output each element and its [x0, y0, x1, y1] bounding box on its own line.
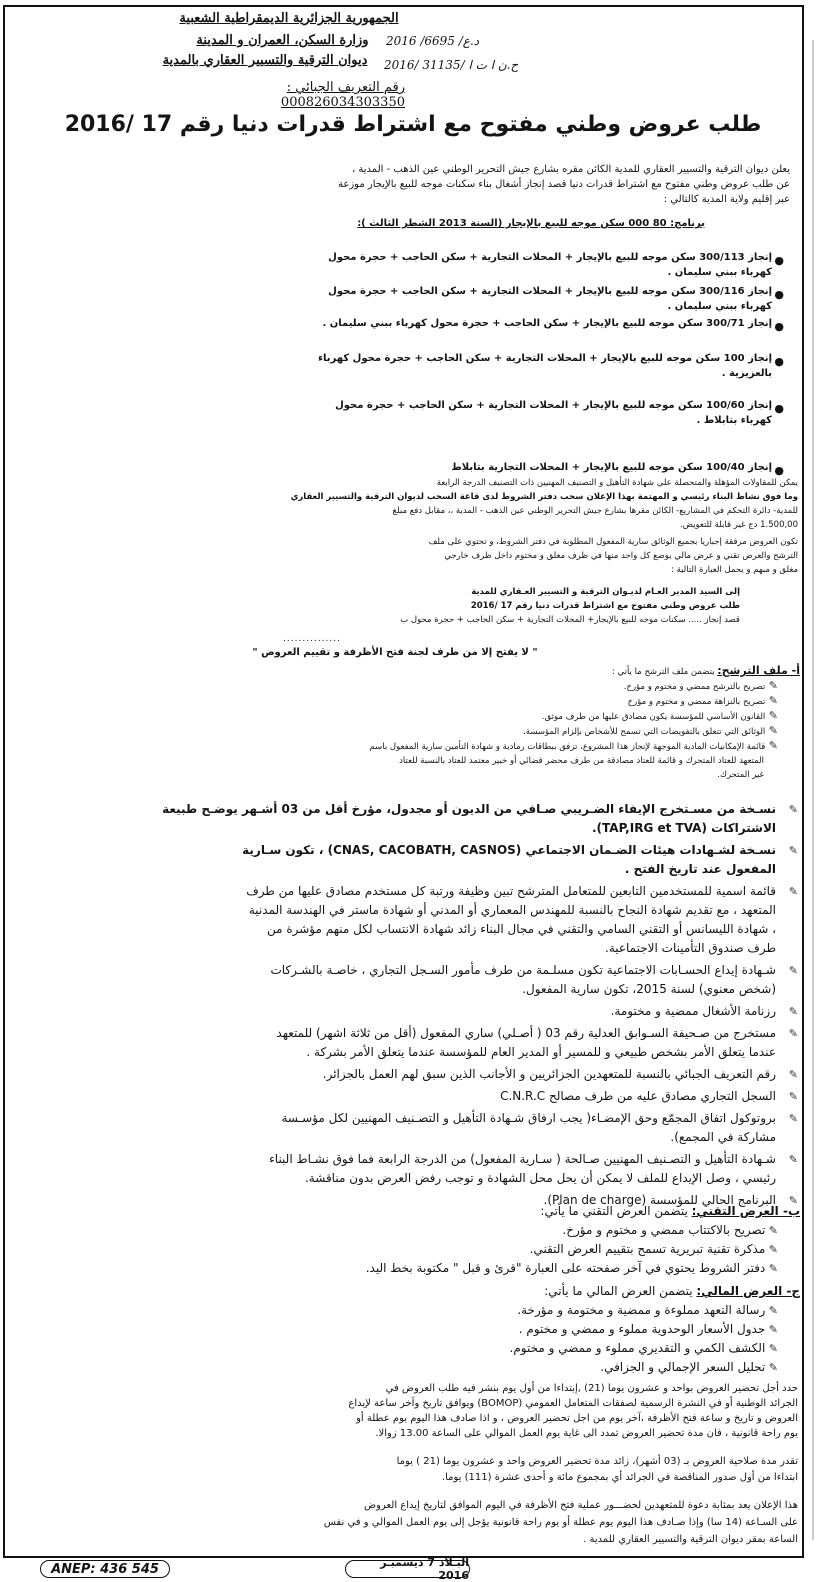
section-c-heading: ج- العرض المالي:: [696, 1284, 800, 1298]
project-item: ● إنجاز 100/40 سكن موجه للبيع بالإيجار + المحلات التجارية بتابلاط: [451, 462, 784, 477]
checkmark-icon: ✎: [788, 1112, 798, 1125]
checkmark-icon: ✎: [788, 1027, 798, 1040]
deadline-paragraph: حدد أجل تحضير العروض بواحد و عشرون يوما (21) ,إبتداءا من أول يوم بنشر فيه طلب العروض في الجرائد الوطنية أو في النشرة الرسمية لصفقات المتعامل العمومي (BOMOP) ويوافق تاريخ وآخر ساعة لإيداع العروض و تاريخ و ساعة فتح الأظرفة ،آخر يوم من اجل تحضير العروض ، و اذا صادف هذا اليوم يوم عطلة أو يوم راحة قانونية ، فان مدة تحضير العروض تمدد الى غاية يوم العمل الموالي على الساعة 13.00 زوالا.: [348, 1383, 798, 1439]
checkmark-icon: ✎: [788, 1005, 798, 1018]
project-item: ● إنجاز 300/116 سكن موجه للبيع بالإيجار + المحلات التجارية + سكن الحاجب + حجرة محول كهرباء ببني سليمان .: [328, 286, 784, 312]
project-item: ● إنجاز 300/113 سكن موجه للبيع بالإيجار + المحلات التجارية + سكن الحاجب + حجرة محول كهرباء ببني سليمان .: [328, 252, 784, 278]
checkmark-icon: ✎: [788, 1194, 798, 1207]
bullet-icon: ●: [774, 320, 784, 333]
checkmark-icon: ✎: [788, 964, 798, 977]
list-item: ✎ رقم التعريف الجبائي بالنسبة للمتعهدين الجزائريين و الأجانب الذين سبق لهم العمل بالجزائر.: [26, 1065, 798, 1084]
list-item: ✎ القانون الأساسي للمؤسسة يكون مصادق عليها من طرف موثق.: [541, 709, 778, 722]
list-item: ✎ الوثائق التي تتعلق بالتفويضات التي تسمح للأشخاص بإلزام المؤسسة.: [523, 724, 778, 737]
list-item: ✎ شـهادة التأهيل و التصـنيف المهنيين صـالحة ( سـارية المفعول) من الدرجة الرابعة فما فوق نشـاط البناء رئيسي ، وصل الإيداع للملف لا يمكن أن يحل محل الشهادة و توجب رفض العرض بدون مناقشة.: [269, 1152, 798, 1185]
invitation-paragraph: هذا الإعلان يعد بمثابة دعوة للمتعهدين لحضـــور عملية فتح الأظرفة في اليوم الموافق لتاريخ إيداع العروض على السـاعة (14 سا) وإذا صـادف هذا اليوم يوم عطلة أو يوم راحة قانونية يؤجل إلى يوم العمل الموالي و في نفس الساعة بمقر ديوان الترقية والتسيير العقاري للمدية .: [323, 1500, 798, 1545]
list-item: ✎ البرنامج الحالي للمؤسسة (Plan de charge).: [26, 1191, 798, 1210]
checkmark-icon: ✎: [765, 739, 778, 752]
not-open-notice: " لا يفتح إلا من طرف لجنة فتح الأظرفة و تقييم العروض ": [252, 647, 538, 658]
eligibility-paragraph: يمكن للمقاولات المؤهلة والمتحصلة على شهادة التأهيل و التصنيف المهنيين ذات التصنيف الدرجة الرابعة وما فوق نشاط البناء رئيسي و المهتمة بهذا الإعلان سحب دفتر الشروط لدى قاعة السحب لديوان الترقية والتسيير العقاري للمدية- دائرة التحكم في المشاريع- الكائن مقرها بشارع جيش التحرير الوطني عين الذهب - المدية ،، مقابل دفع مبلغ 1.500,00 دج غير قابلة للتعويض.: [290, 478, 798, 530]
page-title: طلب عروض وطني مفتوح مع اشتراط قدرات دنيا رقم 17 /2016: [64, 112, 762, 137]
handwritten-ref-1: 2016 /د.ع/ 6695: [386, 34, 480, 48]
list-item: ✎ شـهادة إيداع الحسـابات الاجتماعية تكون مسلـمة من طرف مأمور السـجل التجاري ، خاصـة بالشـركات (شخص معنوي) لسنة 2015، تكون سارية المفعول.: [270, 963, 798, 996]
header-ministry: وزارة السكن، العمران و المدينة: [196, 33, 369, 48]
checkmark-icon: ✎: [788, 1090, 798, 1103]
list-item: ✎ جدول الأسعار الوحدوية مملوء و ممضي و مختوم .: [518, 1322, 778, 1336]
list-item: ✎ قائمة اسمية للمستخدمين التابعين للمتعامل المترشح تبين وظيفة ورتبة كل مستخدم مصادق عليها من طرف المتعهد ، مع تقديم شهادة النجاح بالنسبة للمهندس المعماري أو المدني أو شهادة ماستر في الهندسة المدنية ، شهادة الليسانس أو التقني السامي والتقني في مجال البناء زائد شهادة الانتساب لكل منهم مؤشرة من طرف صندوق التأمينات الاجتماعية.: [246, 884, 798, 955]
section-financial-offer: [150, 1282, 800, 1377]
list-item: ✎ تحليل السعر الإجمالي و الجزافي.: [600, 1360, 778, 1374]
checkmark-icon: ✎: [765, 1243, 778, 1256]
program-heading: برنامج: 80 000 سكن موجه للبيع بالإيجار (السنة 2013 الشطر الثالث ):: [357, 218, 705, 229]
offers-paragraph: تكون العروض مرفقة إجباريا بجميع الوثائق سارية المفعول المطلوبة في دفتر الشروط، و تحتوي على ملف الترشح والعرض تقني و عرض مالي يوضع كل واحد منها في ظرف مغلق و مختوم داخل ظرف خارجي مغلق و مبهم و يحمل العبارة التالية :: [428, 537, 798, 575]
checkmark-icon: ✎: [765, 724, 778, 737]
publication-date: البـلاد 7 ديسمبـر 2016: [380, 1556, 469, 1582]
publication-badge: [345, 1556, 470, 1582]
project-item: ● إنجاز 100/60 سكن موجه للبيع بالإيجار + المحلات التجارية + سكن الحاجب + حجرة محول كهرباء بتابلاط .: [335, 400, 784, 426]
bullet-icon: ●: [774, 402, 784, 415]
anep-badge: [40, 1560, 170, 1578]
section-a-lead: يتضمن ملف الترشح ما يأتي :: [611, 667, 715, 677]
checkmark-icon: ✎: [788, 803, 798, 816]
intro-line: عن طلب عروض وطني مفتوح مع اشتراط قدرات دنيا قصد إنجاز أشغال بناء سكنات موجه للبيع بالإيجار موزعة: [338, 179, 790, 190]
checkmark-icon: ✎: [765, 1323, 778, 1336]
section-c-lead: يتضمن العرض المالي ما يأتي:: [544, 1284, 693, 1298]
list-item: ✎ قائمة الإمكانيات المادية الموجهة لإنجاز هذا المشروع، ترفق ببطاقات رمادية و شهادة التأمين سارية المفعول باسم: [369, 739, 778, 752]
header-republic: الجمهورية الجزائرية الديمقراطية الشعبية: [179, 11, 399, 26]
intro-line: عبر إقليم ولاية المدية كالتالي :: [663, 194, 790, 205]
bullet-icon: ●: [774, 464, 784, 477]
checkmark-icon: ✎: [765, 694, 778, 707]
required-documents: [26, 800, 798, 1210]
list-item: ✎ رزنامة الأشغال ممضية و مختومة.: [26, 1002, 798, 1021]
list-item: ✎ مستخرج من صـحيفة السـوابق العدلية رقم 03 ( أصـلي) ساري المفعول (أقل من ثلاثة اشهر) للمتعهد عندما يتعلق الأمر بشخص طبيعي و للمسير أو المدير العام للمؤسسة عندما يتعلق الأمر بشركة .: [276, 1026, 798, 1059]
section-a-heading: أ- ملف الترشح:: [717, 664, 800, 677]
bullet-icon: ●: [774, 254, 784, 267]
list-item: ✎ السجل التجاري مصادق عليه من طرف مصالح C.N.R.C: [26, 1087, 798, 1106]
scan-edge: [812, 40, 814, 1540]
dots-line: ...............: [283, 634, 341, 644]
checkmark-icon: ✎: [788, 1153, 798, 1166]
checkmark-icon: ✎: [765, 709, 778, 722]
list-item: ✎ مذكرة تقنية تبريرية تسمح بتقييم العرض التقني.: [529, 1242, 778, 1256]
handwritten-ref-2: 2016/ 31135/ ح.ن ا ت ا: [384, 58, 519, 72]
bullet-icon: ●: [774, 355, 784, 368]
section-b-lead: يتضمن العرض التقني ما يأتي:: [540, 1204, 688, 1218]
header-tax-id: رقم التعريف الجبائي : 000826034303350: [280, 80, 405, 110]
section-b-heading: ب- العرض التقني:: [691, 1204, 800, 1218]
intro-paragraph: [60, 162, 790, 207]
header-office: ديوان الترقية والتسيير العقاري بالمدية: [162, 53, 368, 68]
checkmark-icon: ✎: [788, 885, 798, 898]
checkmark-icon: ✎: [765, 1262, 778, 1275]
envelope-text: إلى السيد المدير العـام لديـوان الترقية و التسيير العـقاري للمدية طلب عروض وطني مفتوح مع اشتراط قدرات دنيا رقم 17 /2016 قصد إنجاز ..... سكنات موجه للبيع بالإيجار+ المحلات التجارية + سكن الحاجب + حجرة محول ب: [400, 587, 740, 625]
list-item: ✎ الكشف الكمي و التقديري مملوء و ممضي و مختوم.: [509, 1341, 778, 1355]
checkmark-icon: ✎: [765, 1361, 778, 1374]
checkmark-icon: ✎: [765, 1304, 778, 1317]
list-item: ✎ نسـخة من مسـتخرج الإيفاء الضـريبي صـافي من الديون أو مجدول، مؤرخ أقل من 03 أشـهر يوضـح طبيعة الاشتراكات (TAP,IRG et TVA).: [162, 802, 798, 835]
checkmark-icon: ✎: [765, 679, 778, 692]
list-item: ✎ نسـخة لشـهادات هيئات الضـمان الاجتماعي (CNAS, CACOBATH, CASNOS) ، تكون سـارية المفعول عند تاريخ الفتح .: [242, 843, 798, 876]
intro-line: يعلن ديوان الترقية والتسيير العقاري للمدية الكائن مقره بشارع جيش التحرير الوطني عين الذهب - المدية ،: [352, 164, 790, 175]
list-item: ✎ تصريح بالترشح ممضي و مختوم و مؤرخ.: [623, 679, 778, 692]
checkmark-icon: ✎: [765, 1342, 778, 1355]
section-candidacy: أ- ملف الترشح: يتضمن ملف الترشح ما يأتي : ✎ تصريح بالترشح ممضي و مختوم و مؤرخ. ✎ تصريح بالنزاهة ممضي و مختوم و مؤرخ ✎ القانون الأساسي للمؤسسة يكون مصادق عليها من طرف موثق. ✎ الوثائق التي تتعلق بالتفويضات التي تسمح للأشخاص بإلزام المؤسسة. ✎ قائمة الإمكانيات المادية الموجهة لإنجاز هذا المشروع، ترفق ببطاقات رمادية و شهادة التأمين سارية المفعول باسم المتعهد للعتاد المتحرك و قائمة للعتاد مصادقة من طرف محضر قضائي أو خبير معتمد للعتاد بالنسبة للعتاد غير المتحرك.: [60, 664, 800, 782]
list-item: ✎ دفتر الشروط يحتوي في آخر صفحته على العبارة "قرئ و قبل " مكتوبة بخط اليد.: [365, 1261, 778, 1275]
checkmark-icon: ✎: [788, 844, 798, 857]
list-item: ✎ بروتوكول اتفاق المجمّع وحق الإمضـاء( يجب ارفاق شـهادة التأهيل و التصـنيف المهنيين لكل مؤسـسة مشاركة في المجمع).: [281, 1111, 798, 1144]
checkmark-icon: ✎: [765, 1224, 778, 1237]
bullet-icon: ●: [774, 288, 784, 301]
list-item: ✎ رسالة التعهد مملوءة و ممضية و مختومة و مؤرخة.: [517, 1303, 778, 1317]
checkmark-icon: ✎: [788, 1068, 798, 1081]
list-item: ✎ تصريح بالنزاهة ممضي و مختوم و مؤرخ: [627, 694, 778, 707]
list-item: ✎ تصريح بالاكتتاب ممضي و مختوم و مؤرخ.: [562, 1223, 778, 1237]
validity-paragraph: تقدر مدة صلاحية العروض بـ (03 أشهر)، زائد مدة تحضير العروض واحد و عشرون يوما (21 ) يوما ابتداءا من أول صدور المناقصة في الجرائد أي بمجموع مائة و أحدى عشرة (111) يوما.: [396, 1456, 798, 1483]
project-item: ● إنجاز 100 سكن موجه للبيع بالإيجار + المحلات التجارية + سكن الحاجب + حجرة محول كهرباء بالعزيزية .: [317, 353, 784, 379]
project-item: ● إنجاز 300/71 سكن موجه للبيع بالإيجار + سكن الحاجب + حجرة محول كهرباء ببني سليمان .: [322, 318, 784, 333]
section-technical-offer: [150, 1202, 800, 1278]
anep-number: ANEP: 436 545: [51, 1561, 159, 1577]
